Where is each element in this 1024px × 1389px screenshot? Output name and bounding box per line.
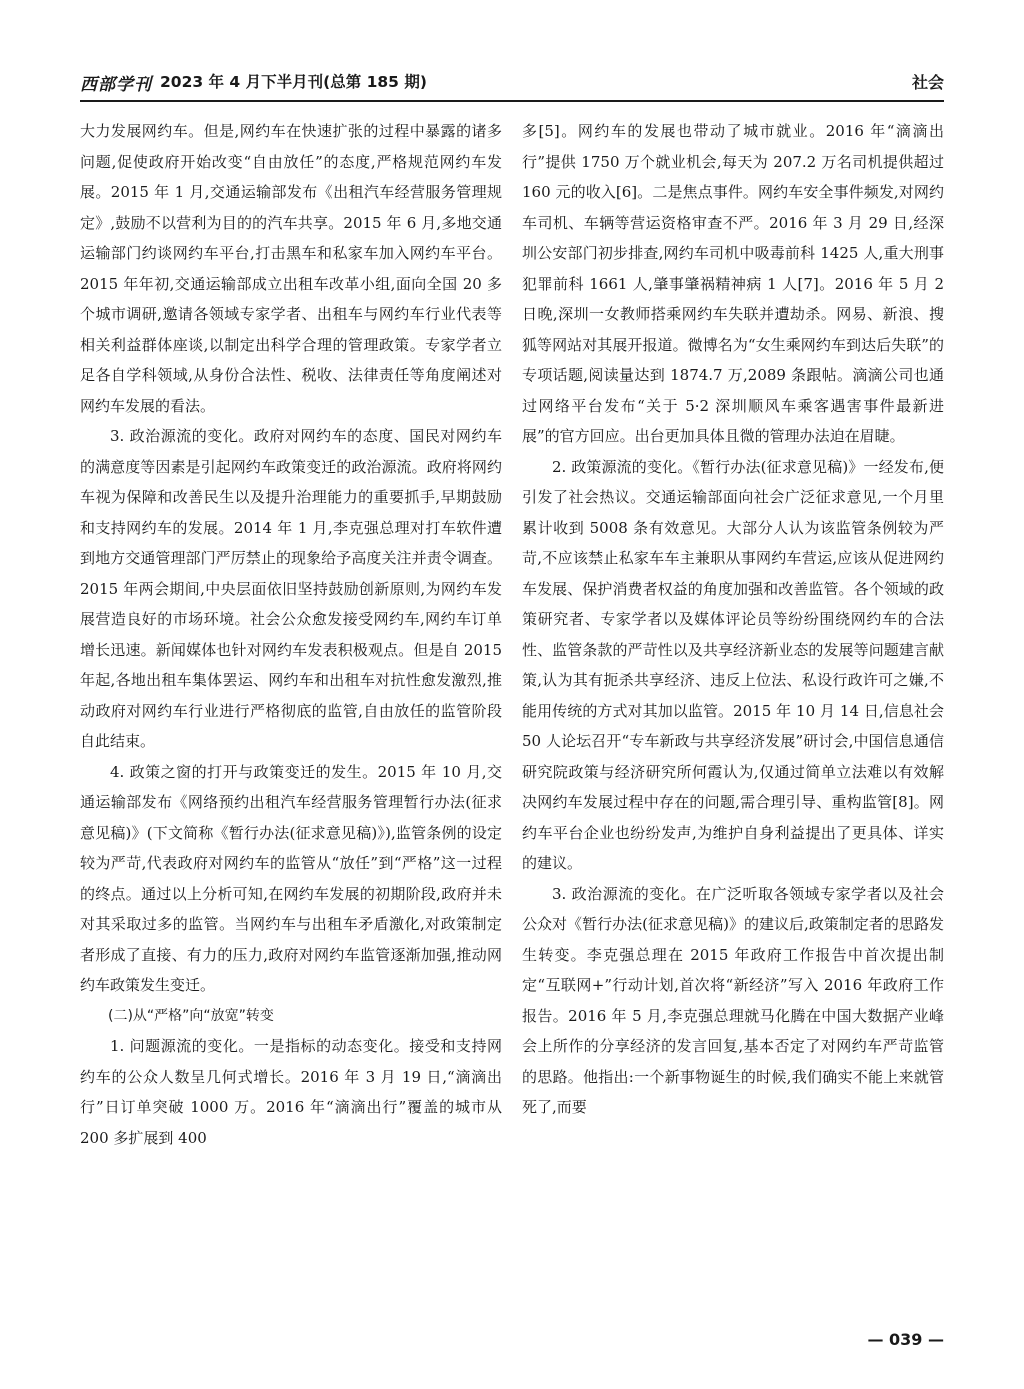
journal-name: 西部学刊 <box>80 75 152 95</box>
section-label: 社会 <box>911 73 944 92</box>
paragraph: 1. 问题源流的变化。一是指标的动态变化。接受和支持网约车的公众人数呈几何式增长。2016 年 3 月 19 日,“滴滴出行”日订单突破 1000 万。2016 年“滴滴出行”覆盖的城市从 200 多扩展到 400 <box>80 1037 502 1147</box>
left-column <box>80 116 502 1153</box>
running-header <box>80 70 944 100</box>
page-number: — 039 — <box>867 1330 944 1349</box>
paragraph: 4. 政策之窗的打开与政策变迁的发生。2015 年 10 月,交通运输部发布《网络预约出租汽车经营服务管理暂行办法(征求意见稿)》(下文简称《暂行办法(征求意见稿)》),监管条例的设定较为严苛,代表政府对网约车的监管从“放任”到“严格”这一过程的终点。通过以上分析可知,在网约车发展的初期阶段,政府并未对其采取过多的监管。当网约车与出租车矛盾激化,对政策制定者形成了直接、有力的压力,政府对网约车监管逐渐加强,推动网约车政策发生变迁。 <box>80 762 502 994</box>
paragraph: 多[5]。网约车的发展也带动了城市就业。2016 年“滴滴出行”提供 1750 万个就业机会,每天为 207.2 万名司机提供超过 160 元的收入[6]。二是焦点事件。网约车安全事件频发,对网约车司机、车辆等营运资格审查不严。2016 年 3 月 29 日,经深圳公安部门初步排查,网约车司机中吸毒前科 1425 人,重大刑事犯罪前科 1661 人,肇事肇祸精神病 1 人[7]。2016 年 5 月 2 日晚,深圳一女教师搭乘网约车失联并遭劫杀。网易、新浪、搜狐等网站对其展开报道。微博名为“女生乘网约车到达后失联”的专项话题,阅读量达到 1874.7 万,2089 条跟帖。滴滴公司也通过网络平台发布“关于 5·2 深圳顺风车乘客遇害事件最新进展”的官方回应。出台更加具体且微的管理办法迫在眉睫。 <box>522 122 944 445</box>
subsection-heading: (二)从“严格”向“放宽”转变 <box>108 1007 274 1024</box>
paragraph: 3. 政治源流的变化。在广泛听取各领域专家学者以及社会公众对《暂行办法(征求意见稿)》的建议后,政策制定者的思路发生转变。李克强总理在 2015 年政府工作报告中首次提出制定“互联网+”行动计划,首次将“新经济”写入 2016 年政府工作报告。2016 年 5 月,李克强总理就马化腾在中国大数据产业峰会上所作的分享经济的发言回复,基本否定了对网约车严苛监管的思路。他指出:一个新事物诞生的时候,我们确实不能上来就管死了,而要 <box>522 884 944 1116</box>
paragraph: 3. 政治源流的变化。政府对网约车的态度、国民对网约车的满意度等因素是引起网约车政策变迁的政治源流。政府将网约车视为保障和改善民生以及提升治理能力的重要抓手,早期鼓励和支持网约车的发展。2014 年 1 月,李克强总理对打车软件遭到地方交通管理部门严厉禁止的现象给予高度关注并责令调查。2015 年两会期间,中央层面依旧坚持鼓励创新原则,为网约车发展营造良好的市场环境。社会公众愈发接受网约车,网约车订单增长迅速。新闻媒体也针对网约车发表积极观点。但是自 2015 年起,各地出租车集体罢运、网约车和出租车对抗性愈发激烈,推动政府对网约车行业进行严格彻底的监管,自由放任的监管阶段自此结束。 <box>80 427 502 750</box>
header-rule <box>80 100 944 102</box>
right-column <box>522 116 944 1123</box>
paragraph: 大力发展网约车。但是,网约车在快速扩张的过程中暴露的诸多问题,促使政府开始改变“自由放任”的态度,严格规范网约车发展。2015 年 1 月,交通运输部发布《出租汽车经营服务管理规定》,鼓励不以营利为目的的汽车共享。2015 年 6 月,多地交通运输部门约谈网约车平台,打击黑车和私家车加入网约车平台。2015 年年初,交通运输部成立出租车改革小组,面向全国 20 多个城市调研,邀请各领域专家学者、出租车与网约车行业代表等相关利益群体座谈,以制定出科学合理的管理政策。专家学者立足各自学科领域,从身份合法性、税收、法律责任等角度阐述对网约车发展的看法。 <box>80 122 502 415</box>
issue-info: 2023 年 4 月下半月刊(总第 185 期) <box>160 73 427 91</box>
paragraph: 2. 政策源流的变化。《暂行办法(征求意见稿)》一经发布,便引发了社会热议。交通运输部面向社会广泛征求意见,一个月里累计收到 5008 条有效意见。大部分人认为该监管条例较为严苛,不应该禁止私家车车主兼职从事网约车营运,应该从促进网约车发展、保护消费者权益的角度加强和改善监管。各个领域的政策研究者、专家学者以及媒体评论员等纷纷围绕网约车的合法性、监管条款的严苛性以及共享经济新业态的发展等问题建言献策,认为其有扼杀共享经济、违反上位法、私设行政许可之嫌,不能用传统的方式对其加以监管。2015 年 10 月 14 日,信息社会 50 人论坛召开“专车新政与共享经济发展”研讨会,中国信息通信研究院政策与经济研究所何霞认为,仅通过简单立法难以有效解决网约车发展过程中存在的问题,需合理引导、重构监管[8]。网约车平台企业也纷纷发声,为维护自身利益提出了更具体、详实的建议。 <box>522 457 944 872</box>
